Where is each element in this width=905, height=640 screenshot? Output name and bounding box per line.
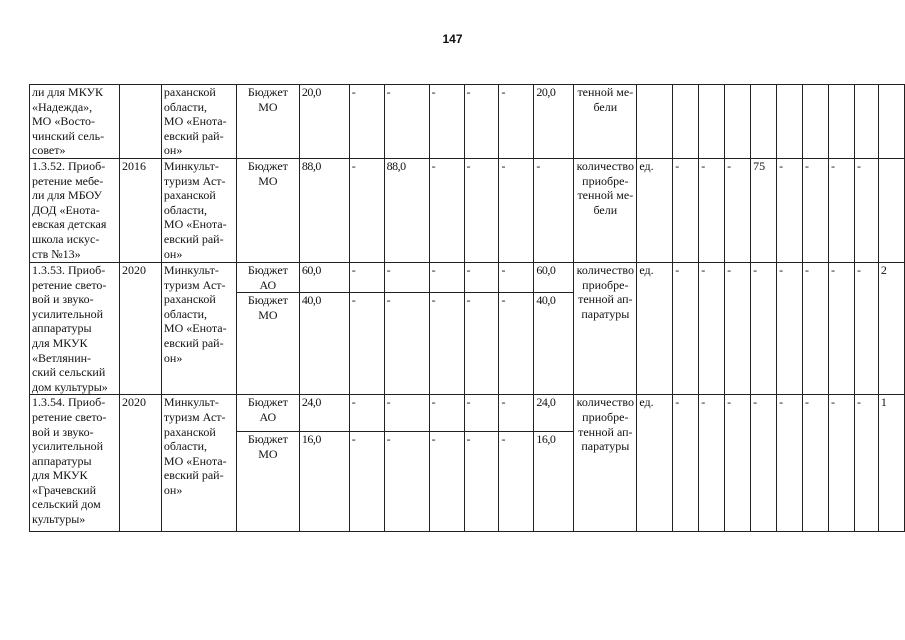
year-value-cell: 60,0 bbox=[534, 262, 574, 292]
executor-line: он» bbox=[163, 246, 183, 261]
total-cell: 40,0 bbox=[299, 293, 349, 395]
year-cell: 2020 bbox=[119, 262, 161, 394]
funding-source-line: Бюджет bbox=[247, 85, 288, 99]
indicator-value-cell: - bbox=[829, 395, 855, 532]
indicator-value-cell bbox=[854, 85, 878, 159]
measure-name-line: ретение мебе- bbox=[32, 173, 104, 188]
total-cell: 88,0 bbox=[299, 158, 349, 262]
year-value-cell: - bbox=[349, 293, 384, 395]
executor-line: МО «Енота- bbox=[163, 114, 227, 129]
indicator-line: тенной ме- bbox=[577, 188, 634, 203]
year-value-cell: - bbox=[349, 262, 384, 292]
indicator-value-cell: - bbox=[699, 262, 725, 394]
page-number: 147 bbox=[442, 32, 463, 46]
indicator-cell bbox=[574, 262, 637, 394]
executor-line: раханской bbox=[163, 424, 216, 439]
funding-source-line: МО bbox=[258, 307, 278, 322]
measure-name-line: ский сельский bbox=[32, 365, 106, 380]
executor-cell bbox=[161, 85, 236, 159]
indicator-value-cell bbox=[803, 85, 829, 159]
indicator-line: тенной ап- bbox=[578, 424, 633, 439]
measure-name-line: «Грачевский bbox=[32, 482, 96, 497]
funding-source-line: АО bbox=[259, 409, 277, 424]
measure-name-line: совет» bbox=[32, 143, 66, 158]
year-value-cell: - bbox=[499, 158, 534, 262]
measure-name-cell bbox=[30, 158, 120, 262]
indicator-value-cell: 1 bbox=[878, 395, 904, 532]
funding-source-cell bbox=[236, 158, 299, 262]
executor-line: он» bbox=[163, 482, 183, 497]
indicator-value-cell: - bbox=[829, 262, 855, 394]
year-value-cell: - bbox=[349, 432, 384, 532]
measure-name-line: вой и звуко- bbox=[32, 292, 94, 307]
funding-source-line: Бюджет bbox=[247, 293, 288, 308]
table-row bbox=[30, 395, 905, 432]
measure-name-line: ДОД «Енота- bbox=[32, 202, 100, 217]
year-value-cell: - bbox=[349, 85, 384, 159]
measure-name-line: «Ветлянин- bbox=[32, 350, 92, 365]
executor-cell bbox=[161, 395, 236, 532]
indicator-value-cell: - bbox=[777, 262, 803, 394]
year-value-cell: - bbox=[384, 262, 429, 292]
executor-line: раханской bbox=[163, 188, 216, 203]
measure-name-line: для МКУК bbox=[32, 468, 88, 483]
indicator-value-cell bbox=[751, 85, 777, 159]
year-value-cell: - bbox=[464, 293, 499, 395]
measure-name-line: ли для МБОУ bbox=[32, 188, 102, 203]
measure-name-line: культуры» bbox=[32, 512, 86, 527]
indicator-value-cell bbox=[829, 85, 855, 159]
funding-source-line: Бюджет bbox=[247, 158, 288, 173]
year-value-cell: - bbox=[464, 85, 499, 159]
year-value-cell: - bbox=[464, 158, 499, 262]
indicator-line: тенной ме- bbox=[577, 85, 634, 99]
indicator-cell bbox=[574, 158, 637, 262]
indicator-value-cell: - bbox=[673, 262, 699, 394]
indicator-value-cell bbox=[673, 85, 699, 159]
indicator-line: тенной ап- bbox=[578, 292, 633, 307]
measure-name-line: 1.3.53. Приоб- bbox=[32, 262, 106, 277]
measure-name-line: аппаратуры bbox=[32, 453, 92, 468]
year-cell: 2016 bbox=[119, 158, 161, 262]
indicator-line: количество bbox=[576, 262, 634, 277]
year-value-cell: 40,0 bbox=[534, 293, 574, 395]
year-value-cell: - bbox=[499, 85, 534, 159]
executor-line: Минкульт- bbox=[163, 395, 219, 410]
measure-name-line: вой и звуко- bbox=[32, 424, 94, 439]
funding-source-line: Бюджет bbox=[247, 395, 288, 410]
indicator-value-cell: - bbox=[751, 262, 777, 394]
indicator-line: паратуры bbox=[581, 306, 630, 321]
executor-line: туризм Аст- bbox=[163, 173, 226, 188]
executor-cell bbox=[161, 262, 236, 394]
measure-name-line: ств №13» bbox=[32, 246, 81, 261]
measure-name-line: МО «Восто- bbox=[32, 114, 96, 129]
year-value-cell: - bbox=[499, 293, 534, 395]
indicator-line: приобре- bbox=[582, 173, 629, 188]
year-value-cell: - bbox=[429, 293, 464, 395]
year-value-cell: - bbox=[349, 395, 384, 432]
executor-line: евский рай- bbox=[163, 231, 224, 246]
measure-name-line: чинский сель- bbox=[32, 128, 105, 143]
year-value-cell: - bbox=[349, 158, 384, 262]
indicator-value-cell: - bbox=[803, 395, 829, 532]
funding-source-cell bbox=[236, 293, 299, 395]
measure-name-line: сельский дом bbox=[32, 497, 101, 512]
year-value-cell: - bbox=[429, 158, 464, 262]
executor-line: МО «Енота- bbox=[163, 453, 227, 468]
executor-line: Минкульт- bbox=[163, 262, 219, 277]
indicator-value-cell: - bbox=[854, 395, 878, 532]
year-value-cell: - bbox=[384, 432, 429, 532]
measure-name-line: евская детская bbox=[32, 217, 107, 232]
unit-cell bbox=[637, 85, 673, 159]
executor-line: области, bbox=[163, 439, 208, 454]
funding-source-cell bbox=[236, 262, 299, 292]
measure-name-line: ретение свето- bbox=[32, 409, 107, 424]
indicator-value-cell: - bbox=[725, 262, 751, 394]
year-value-cell: - bbox=[429, 432, 464, 532]
indicator-value-cell: - bbox=[777, 395, 803, 532]
year-cell bbox=[119, 85, 161, 159]
indicator-value-cell bbox=[699, 85, 725, 159]
total-cell: 24,0 bbox=[299, 395, 349, 432]
executor-line: МО «Енота- bbox=[163, 321, 227, 336]
funding-source-cell bbox=[236, 432, 299, 532]
program-table bbox=[29, 84, 905, 532]
executor-line: раханской bbox=[163, 292, 216, 307]
indicator-value-cell: - bbox=[829, 158, 855, 262]
measure-name-cell bbox=[30, 262, 120, 394]
indicator-value-cell bbox=[725, 85, 751, 159]
executor-line: евский рай- bbox=[163, 335, 224, 350]
executor-line: области, bbox=[163, 202, 208, 217]
indicator-value-cell: - bbox=[854, 158, 878, 262]
funding-source-line: АО bbox=[259, 277, 277, 292]
year-value-cell: - bbox=[534, 158, 574, 262]
year-value-cell: - bbox=[429, 85, 464, 159]
indicator-line: количество bbox=[576, 395, 634, 410]
total-cell: 16,0 bbox=[299, 432, 349, 532]
measure-name-line: аппаратуры bbox=[32, 321, 92, 336]
measure-name-line: дом культуры» bbox=[32, 379, 108, 394]
measure-name-line: школа искус- bbox=[32, 231, 100, 246]
year-value-cell: - bbox=[499, 395, 534, 432]
executor-line: туризм Аст- bbox=[163, 409, 226, 424]
indicator-value-cell: - bbox=[777, 158, 803, 262]
indicator-line: приобре- bbox=[582, 277, 629, 292]
measure-name-line: усилительной bbox=[32, 439, 104, 454]
measure-name-line: усилительной bbox=[32, 306, 104, 321]
measure-name-cell bbox=[30, 85, 120, 159]
year-value-cell: 24,0 bbox=[534, 395, 574, 432]
year-value-cell: - bbox=[429, 395, 464, 432]
total-cell: 20,0 bbox=[299, 85, 349, 159]
indicator-line: бели bbox=[593, 202, 618, 217]
indicator-value-cell: - bbox=[673, 395, 699, 532]
indicator-line: количество bbox=[576, 158, 634, 173]
executor-line: евский рай- bbox=[163, 468, 224, 483]
funding-source-cell bbox=[236, 85, 299, 159]
indicator-value-cell: - bbox=[673, 158, 699, 262]
indicator-value-cell: - bbox=[699, 395, 725, 532]
indicator-value-cell bbox=[878, 158, 904, 262]
indicator-cell bbox=[574, 395, 637, 532]
executor-line: раханской bbox=[163, 85, 216, 99]
measure-name-line: 1.3.52. Приоб- bbox=[32, 158, 106, 173]
year-cell: 2020 bbox=[119, 395, 161, 532]
funding-source-line: МО bbox=[258, 173, 278, 188]
total-cell: 60,0 bbox=[299, 262, 349, 292]
indicator-line: приобре- bbox=[582, 409, 629, 424]
indicator-value-cell: 75 bbox=[751, 158, 777, 262]
funding-source-line: МО bbox=[258, 99, 278, 114]
table-row bbox=[30, 158, 905, 262]
year-value-cell: - bbox=[464, 395, 499, 432]
executor-line: области, bbox=[163, 306, 208, 321]
measure-name-line: ретение свето- bbox=[32, 277, 107, 292]
indicator-value-cell bbox=[878, 85, 904, 159]
indicator-cell bbox=[574, 85, 637, 159]
year-value-cell: - bbox=[499, 262, 534, 292]
indicator-value-cell: - bbox=[699, 158, 725, 262]
unit-cell: ед. bbox=[637, 395, 673, 532]
executor-cell bbox=[161, 158, 236, 262]
funding-source-cell bbox=[236, 395, 299, 432]
measure-name-line: для МКУК bbox=[32, 335, 88, 350]
executor-line: Минкульт- bbox=[163, 158, 219, 173]
executor-line: МО «Енота- bbox=[163, 217, 227, 232]
year-value-cell: - bbox=[464, 432, 499, 532]
measure-name-cell bbox=[30, 395, 120, 532]
indicator-value-cell bbox=[777, 85, 803, 159]
year-value-cell: 88,0 bbox=[384, 158, 429, 262]
funding-source-line: Бюджет bbox=[247, 432, 288, 447]
indicator-line: паратуры bbox=[581, 439, 630, 454]
funding-source-line: Бюджет bbox=[247, 262, 288, 277]
indicator-value-cell: - bbox=[725, 395, 751, 532]
indicator-value-cell: - bbox=[803, 262, 829, 394]
measure-name-line: ли для МКУК bbox=[32, 85, 103, 99]
year-value-cell: - bbox=[384, 293, 429, 395]
year-value-cell: - bbox=[499, 432, 534, 532]
indicator-value-cell: - bbox=[854, 262, 878, 394]
executor-line: он» bbox=[163, 143, 183, 158]
year-value-cell: 16,0 bbox=[534, 432, 574, 532]
executor-line: евский рай- bbox=[163, 128, 224, 143]
measure-name-line: «Надежда», bbox=[32, 99, 93, 114]
executor-line: он» bbox=[163, 350, 183, 365]
table-row bbox=[30, 262, 905, 292]
unit-cell: ед. bbox=[637, 158, 673, 262]
indicator-value-cell: - bbox=[725, 158, 751, 262]
table-row bbox=[30, 85, 905, 159]
indicator-value-cell: - bbox=[803, 158, 829, 262]
year-value-cell: - bbox=[384, 395, 429, 432]
indicator-value-cell: - bbox=[751, 395, 777, 532]
measure-name-line: 1.3.54. Приоб- bbox=[32, 395, 106, 410]
year-value-cell: - bbox=[429, 262, 464, 292]
executor-line: области, bbox=[163, 99, 208, 114]
executor-line: туризм Аст- bbox=[163, 277, 226, 292]
funding-source-line: МО bbox=[258, 446, 278, 461]
year-value-cell: 20,0 bbox=[534, 85, 574, 159]
year-value-cell: - bbox=[384, 85, 429, 159]
indicator-value-cell: 2 bbox=[878, 262, 904, 394]
indicator-line: бели bbox=[593, 99, 618, 114]
unit-cell: ед. bbox=[637, 262, 673, 394]
year-value-cell: - bbox=[464, 262, 499, 292]
